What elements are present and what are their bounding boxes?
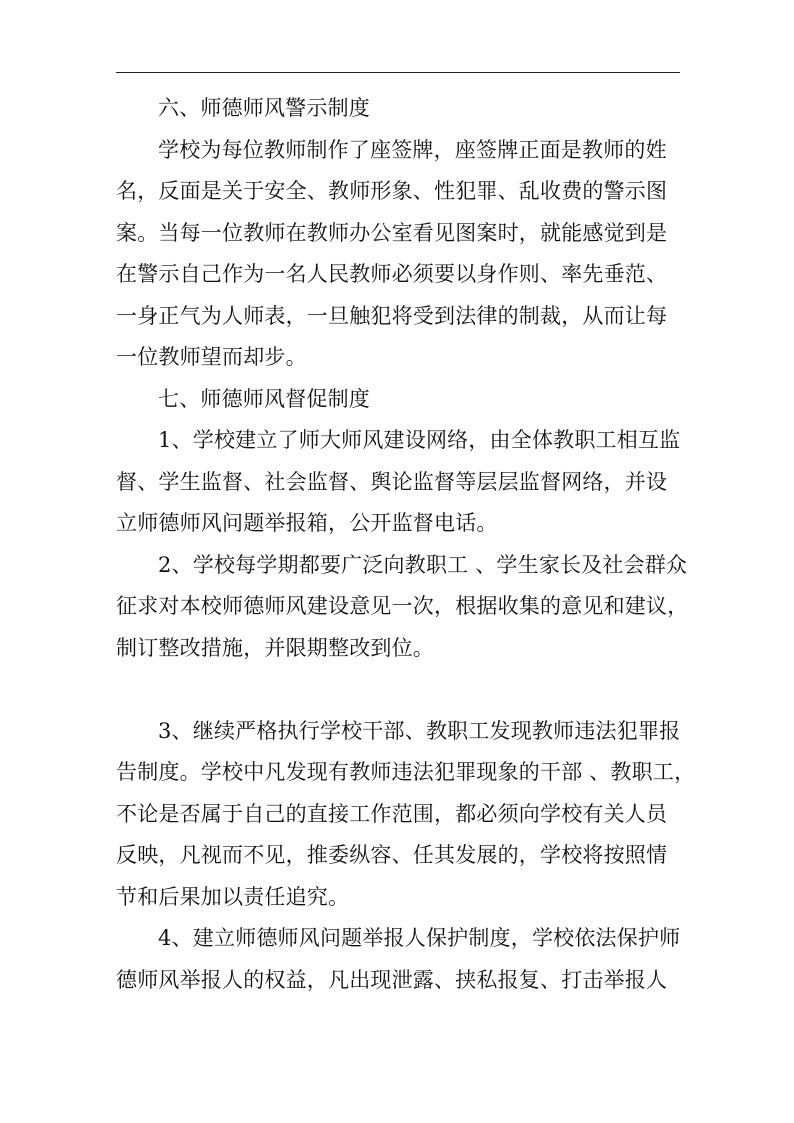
paragraph-line: 节和后果加以责任追究。 bbox=[116, 884, 350, 909]
paragraph-line: 案。当每一位教师在教师办公室看见图案时，就能感觉到是 bbox=[116, 220, 668, 245]
paragraph-line: 2、学校每学期都要广泛向教职工 、学生家长及社会群众 bbox=[158, 552, 688, 577]
paragraph-line: 立师德师风问题举报箱，公开监督电话。 bbox=[116, 511, 498, 535]
section-heading-six: 六、师德师风警示制度 bbox=[158, 96, 370, 120]
paragraph-line: 反映，凡视而不见，推委纵容、任其发展的，学校将按照情 bbox=[116, 843, 668, 867]
paragraph-line: 名，反面是关于安全、教师形象、性犯罪、乱收费的警示图 bbox=[116, 179, 668, 203]
paragraph-line: 3、继续严格执行学校干部、教职工发现教师违法犯罪报 bbox=[158, 718, 681, 743]
paragraph-gap bbox=[116, 669, 680, 711]
paragraph-line: 征求对本校师德师风建设意见一次，根据收集的意见和建议， bbox=[116, 594, 689, 618]
paragraph-line: 4、建立师德师风问题举报人保护制度，学校依法保护师 bbox=[158, 926, 681, 950]
paragraph-line: 学校为每位教师制作了座签牌，座签牌正面是教师的姓 bbox=[158, 137, 667, 162]
paragraph-line: 告制度。学校中凡发现有教师违法犯罪现象的干部 、教职工， bbox=[116, 760, 696, 784]
paragraph-line: 1、学校建立了师大师风建设网络，由全体教职工相互监 bbox=[158, 428, 681, 452]
document-body bbox=[116, 88, 696, 1001]
paragraph-line: 不论是否属于自己的直接工作范围，都必须向学校有关人员 bbox=[116, 801, 668, 826]
paragraph-line: 制订整改措施，并限期整改到位。 bbox=[116, 635, 434, 660]
paragraph-line: 一身正气为人师表，一旦触犯将受到法律的制裁，从而让每 bbox=[116, 303, 668, 328]
paragraph-line: 督、学生监督、社会监督、舆论监督等层层监督网络，并设 bbox=[116, 469, 668, 494]
paragraph-line: 德师风举报人的权益，凡出现泄露、挟私报复、打击举报人 bbox=[116, 967, 668, 992]
section-heading-seven: 七、师德师风督促制度 bbox=[158, 386, 370, 411]
header-rule bbox=[116, 72, 680, 73]
paragraph-line: 在警示自己作为一名人民教师必须要以身作则、率先垂范、 bbox=[116, 262, 668, 286]
paragraph-line: 一位教师望而却步。 bbox=[116, 345, 307, 369]
